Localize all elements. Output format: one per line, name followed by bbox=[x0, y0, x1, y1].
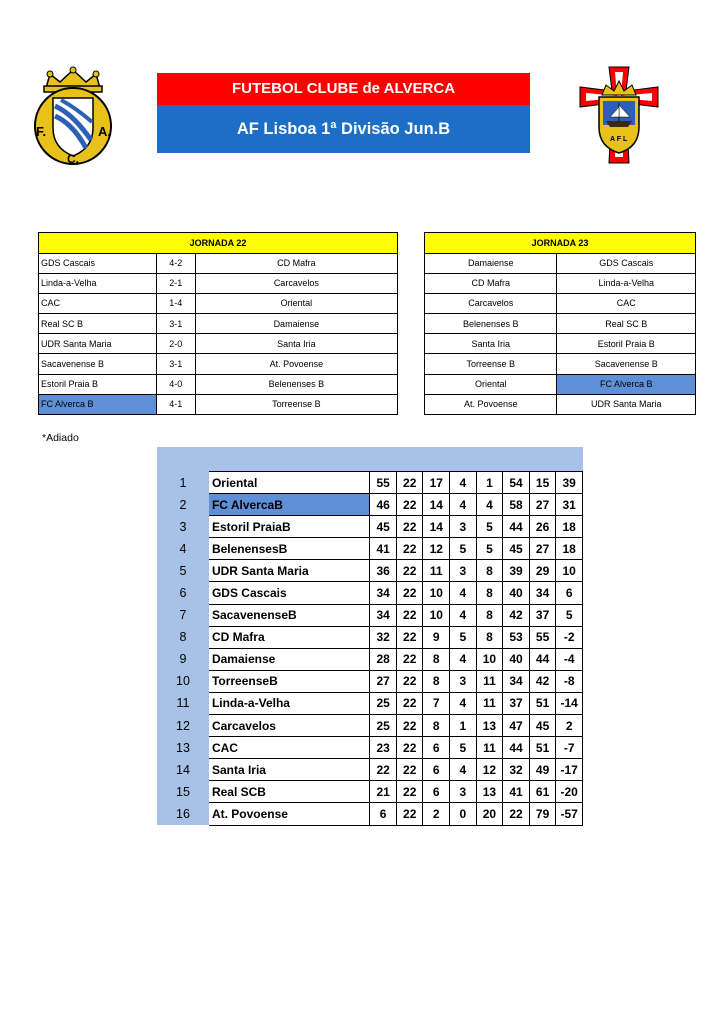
score: 4-0 bbox=[156, 374, 195, 394]
home-team: Torreense B bbox=[425, 354, 557, 374]
goals-for: 40 bbox=[503, 648, 530, 670]
away-team: Carcavelos bbox=[195, 273, 397, 293]
losses: 13 bbox=[476, 715, 503, 737]
table-row bbox=[157, 538, 583, 560]
goals-against: 44 bbox=[529, 648, 556, 670]
jornada-22-title: JORNADA 22 bbox=[39, 233, 398, 254]
goals-against: 61 bbox=[529, 781, 556, 803]
away-team: GDS Cascais bbox=[557, 253, 696, 273]
table-row bbox=[39, 293, 398, 313]
points: 34 bbox=[370, 604, 397, 626]
table-row bbox=[157, 516, 583, 538]
score: 3-1 bbox=[156, 314, 195, 334]
position: 4 bbox=[157, 538, 209, 560]
table-row bbox=[39, 394, 398, 414]
draws: 4 bbox=[450, 759, 477, 781]
wins: 6 bbox=[423, 781, 450, 803]
jornada-23-table bbox=[424, 232, 696, 415]
goal-difference: 18 bbox=[556, 538, 583, 560]
wins: 6 bbox=[423, 759, 450, 781]
wins: 10 bbox=[423, 604, 450, 626]
points: 25 bbox=[370, 692, 397, 714]
position: 12 bbox=[157, 715, 209, 737]
home-team: Linda-a-Velha bbox=[39, 273, 157, 293]
goals-against: 79 bbox=[529, 803, 556, 825]
goal-difference: 39 bbox=[556, 472, 583, 494]
goal-difference: -8 bbox=[556, 670, 583, 692]
home-team: Carcavelos bbox=[425, 293, 557, 313]
table-row bbox=[39, 354, 398, 374]
away-team: CAC bbox=[557, 293, 696, 313]
table-row bbox=[425, 354, 696, 374]
wins: 12 bbox=[423, 538, 450, 560]
losses: 11 bbox=[476, 670, 503, 692]
draws: 4 bbox=[450, 648, 477, 670]
goals-for: 42 bbox=[503, 604, 530, 626]
table-row bbox=[39, 253, 398, 273]
table-row bbox=[425, 374, 696, 394]
table-row bbox=[425, 273, 696, 293]
team-name: UDR Santa Maria bbox=[209, 560, 370, 582]
losses: 8 bbox=[476, 626, 503, 648]
goal-difference: 2 bbox=[556, 715, 583, 737]
away-team: CD Mafra bbox=[195, 253, 397, 273]
team-name: Santa Iria bbox=[209, 759, 370, 781]
table-row bbox=[39, 314, 398, 334]
goals-for: 39 bbox=[503, 560, 530, 582]
goal-difference: 5 bbox=[556, 604, 583, 626]
draws: 4 bbox=[450, 472, 477, 494]
draws: 5 bbox=[450, 737, 477, 759]
goal-difference: -14 bbox=[556, 692, 583, 714]
table-row bbox=[157, 781, 583, 803]
score: 4-1 bbox=[156, 394, 195, 414]
goals-against: 55 bbox=[529, 626, 556, 648]
losses: 8 bbox=[476, 560, 503, 582]
losses: 8 bbox=[476, 604, 503, 626]
team-name: Carcavelos bbox=[209, 715, 370, 737]
team-name: GDS Cascais bbox=[209, 582, 370, 604]
wins: 17 bbox=[423, 472, 450, 494]
goals-for: 54 bbox=[503, 472, 530, 494]
standings-header-band bbox=[157, 447, 583, 471]
table-row bbox=[425, 293, 696, 313]
losses: 20 bbox=[476, 803, 503, 825]
away-team: Santa Iria bbox=[195, 334, 397, 354]
away-team: Estoril Praia B bbox=[557, 334, 696, 354]
losses: 11 bbox=[476, 692, 503, 714]
losses: 12 bbox=[476, 759, 503, 781]
position: 16 bbox=[157, 803, 209, 825]
goals-for: 44 bbox=[503, 737, 530, 759]
played: 22 bbox=[396, 715, 423, 737]
goals-against: 45 bbox=[529, 715, 556, 737]
goal-difference: -2 bbox=[556, 626, 583, 648]
away-team: At. Povoense bbox=[195, 354, 397, 374]
goal-difference: -57 bbox=[556, 803, 583, 825]
postponed-note: *Adiado bbox=[42, 432, 79, 444]
table-row bbox=[157, 715, 583, 737]
position: 1 bbox=[157, 472, 209, 494]
goals-for: 45 bbox=[503, 538, 530, 560]
home-team: UDR Santa Maria bbox=[39, 334, 157, 354]
team-name: Linda-a-Velha bbox=[209, 692, 370, 714]
position: 10 bbox=[157, 670, 209, 692]
points: 45 bbox=[370, 516, 397, 538]
home-team: Estoril Praia B bbox=[39, 374, 157, 394]
played: 22 bbox=[396, 538, 423, 560]
table-row bbox=[157, 803, 583, 825]
wins: 14 bbox=[423, 516, 450, 538]
played: 22 bbox=[396, 516, 423, 538]
losses: 10 bbox=[476, 648, 503, 670]
goal-difference: -7 bbox=[556, 737, 583, 759]
table-row bbox=[157, 670, 583, 692]
draws: 4 bbox=[450, 582, 477, 604]
goals-against: 27 bbox=[529, 538, 556, 560]
points: 32 bbox=[370, 626, 397, 648]
losses: 5 bbox=[476, 538, 503, 560]
goals-against: 42 bbox=[529, 670, 556, 692]
losses: 4 bbox=[476, 494, 503, 516]
table-row bbox=[157, 604, 583, 626]
points: 23 bbox=[370, 737, 397, 759]
position: 2 bbox=[157, 494, 209, 516]
goal-difference: -4 bbox=[556, 648, 583, 670]
away-team: Real SC B bbox=[557, 314, 696, 334]
played: 22 bbox=[396, 737, 423, 759]
team-name: Real SCB bbox=[209, 781, 370, 803]
team-name: SacavenenseB bbox=[209, 604, 370, 626]
draws: 4 bbox=[450, 604, 477, 626]
home-team: Santa Iria bbox=[425, 334, 557, 354]
crest-letter-a: A. bbox=[98, 124, 111, 139]
draws: 5 bbox=[450, 538, 477, 560]
losses: 13 bbox=[476, 781, 503, 803]
goals-against: 29 bbox=[529, 560, 556, 582]
played: 22 bbox=[396, 648, 423, 670]
crest-afl-letters: A F L bbox=[610, 136, 628, 143]
wins: 8 bbox=[423, 670, 450, 692]
goals-against: 26 bbox=[529, 516, 556, 538]
goal-difference: -20 bbox=[556, 781, 583, 803]
team-name: Oriental bbox=[209, 472, 370, 494]
table-row bbox=[425, 334, 696, 354]
table-row bbox=[157, 560, 583, 582]
draws: 4 bbox=[450, 494, 477, 516]
wins: 8 bbox=[423, 715, 450, 737]
home-team-highlighted: FC Alverca B bbox=[39, 394, 157, 414]
played: 22 bbox=[396, 582, 423, 604]
team-name: BelenensesB bbox=[209, 538, 370, 560]
home-team: Damaiense bbox=[425, 253, 557, 273]
table-row bbox=[425, 314, 696, 334]
table-row bbox=[157, 759, 583, 781]
table-row bbox=[39, 334, 398, 354]
position: 8 bbox=[157, 626, 209, 648]
team-name: FC AlvercaB bbox=[209, 494, 370, 516]
played: 22 bbox=[396, 670, 423, 692]
goals-against: 15 bbox=[529, 472, 556, 494]
goals-for: 22 bbox=[503, 803, 530, 825]
draws: 4 bbox=[450, 692, 477, 714]
away-team-highlighted: FC Alverca B bbox=[557, 374, 696, 394]
team-name: TorreenseB bbox=[209, 670, 370, 692]
position: 5 bbox=[157, 560, 209, 582]
home-team: Real SC B bbox=[39, 314, 157, 334]
goals-for: 47 bbox=[503, 715, 530, 737]
draws: 5 bbox=[450, 626, 477, 648]
points: 55 bbox=[370, 472, 397, 494]
wins: 9 bbox=[423, 626, 450, 648]
wins: 8 bbox=[423, 648, 450, 670]
home-team: CAC bbox=[39, 293, 157, 313]
team-name: At. Povoense bbox=[209, 803, 370, 825]
away-team: Oriental bbox=[195, 293, 397, 313]
table-row bbox=[425, 394, 696, 414]
away-team: Torreense B bbox=[195, 394, 397, 414]
wins: 14 bbox=[423, 494, 450, 516]
points: 21 bbox=[370, 781, 397, 803]
wins: 6 bbox=[423, 737, 450, 759]
wins: 2 bbox=[423, 803, 450, 825]
points: 41 bbox=[370, 538, 397, 560]
draws: 3 bbox=[450, 670, 477, 692]
goals-against: 37 bbox=[529, 604, 556, 626]
points: 28 bbox=[370, 648, 397, 670]
played: 22 bbox=[396, 560, 423, 582]
position: 15 bbox=[157, 781, 209, 803]
position: 7 bbox=[157, 604, 209, 626]
table-row bbox=[157, 472, 583, 494]
points: 6 bbox=[370, 803, 397, 825]
score: 1-4 bbox=[156, 293, 195, 313]
away-team: Damaiense bbox=[195, 314, 397, 334]
points: 46 bbox=[370, 494, 397, 516]
draws: 1 bbox=[450, 715, 477, 737]
played: 22 bbox=[396, 803, 423, 825]
home-team: Belenenses B bbox=[425, 314, 557, 334]
table-row bbox=[157, 648, 583, 670]
team-name: CAC bbox=[209, 737, 370, 759]
away-team: Sacavenense B bbox=[557, 354, 696, 374]
home-team: Oriental bbox=[425, 374, 557, 394]
home-team: At. Povoense bbox=[425, 394, 557, 414]
goals-for: 32 bbox=[503, 759, 530, 781]
goal-difference: 10 bbox=[556, 560, 583, 582]
wins: 7 bbox=[423, 692, 450, 714]
position: 14 bbox=[157, 759, 209, 781]
goals-against: 51 bbox=[529, 737, 556, 759]
crest-letter-c: C. bbox=[67, 152, 79, 166]
jornada-22-table bbox=[38, 232, 398, 415]
table-row bbox=[425, 253, 696, 273]
losses: 5 bbox=[476, 516, 503, 538]
goals-for: 37 bbox=[503, 692, 530, 714]
losses: 1 bbox=[476, 472, 503, 494]
team-name: Estoril PraiaB bbox=[209, 516, 370, 538]
goal-difference: -17 bbox=[556, 759, 583, 781]
played: 22 bbox=[396, 626, 423, 648]
goals-for: 58 bbox=[503, 494, 530, 516]
table-row bbox=[39, 273, 398, 293]
home-team: GDS Cascais bbox=[39, 253, 157, 273]
losses: 11 bbox=[476, 737, 503, 759]
goals-for: 53 bbox=[503, 626, 530, 648]
goals-against: 34 bbox=[529, 582, 556, 604]
table-row bbox=[157, 626, 583, 648]
draws: 0 bbox=[450, 803, 477, 825]
points: 25 bbox=[370, 715, 397, 737]
goals-for: 34 bbox=[503, 670, 530, 692]
wins: 10 bbox=[423, 582, 450, 604]
wins: 11 bbox=[423, 560, 450, 582]
away-team: Belenenses B bbox=[195, 374, 397, 394]
played: 22 bbox=[396, 759, 423, 781]
losses: 8 bbox=[476, 582, 503, 604]
af-lisboa-crest-icon bbox=[576, 63, 662, 167]
points: 27 bbox=[370, 670, 397, 692]
goals-for: 41 bbox=[503, 781, 530, 803]
score: 2-1 bbox=[156, 273, 195, 293]
played: 22 bbox=[396, 604, 423, 626]
draws: 3 bbox=[450, 560, 477, 582]
table-row bbox=[157, 737, 583, 759]
points: 36 bbox=[370, 560, 397, 582]
goals-for: 44 bbox=[503, 516, 530, 538]
table-row bbox=[39, 374, 398, 394]
played: 22 bbox=[396, 692, 423, 714]
goals-against: 51 bbox=[529, 692, 556, 714]
club-title: FUTEBOL CLUBE de ALVERCA bbox=[157, 73, 530, 105]
table-row bbox=[157, 494, 583, 516]
score: 3-1 bbox=[156, 354, 195, 374]
fc-alverca-crest-icon bbox=[26, 62, 120, 166]
draws: 3 bbox=[450, 516, 477, 538]
position: 3 bbox=[157, 516, 209, 538]
score: 4-2 bbox=[156, 253, 195, 273]
away-team: UDR Santa Maria bbox=[557, 394, 696, 414]
standings-table bbox=[157, 471, 583, 826]
position: 13 bbox=[157, 737, 209, 759]
home-team: Sacavenense B bbox=[39, 354, 157, 374]
table-row bbox=[157, 692, 583, 714]
played: 22 bbox=[396, 472, 423, 494]
goal-difference: 18 bbox=[556, 516, 583, 538]
played: 22 bbox=[396, 494, 423, 516]
competition-title: AF Lisboa 1ª Divisão Jun.B bbox=[157, 105, 530, 153]
position: 11 bbox=[157, 692, 209, 714]
goals-against: 27 bbox=[529, 494, 556, 516]
position: 6 bbox=[157, 582, 209, 604]
table-row bbox=[157, 582, 583, 604]
team-name: Damaiense bbox=[209, 648, 370, 670]
crest-letter-f: F. bbox=[36, 124, 47, 139]
score: 2-0 bbox=[156, 334, 195, 354]
away-team: Linda-a-Velha bbox=[557, 273, 696, 293]
played: 22 bbox=[396, 781, 423, 803]
goal-difference: 6 bbox=[556, 582, 583, 604]
draws: 3 bbox=[450, 781, 477, 803]
home-team: CD Mafra bbox=[425, 273, 557, 293]
team-name: CD Mafra bbox=[209, 626, 370, 648]
goals-for: 40 bbox=[503, 582, 530, 604]
points: 34 bbox=[370, 582, 397, 604]
position: 9 bbox=[157, 648, 209, 670]
jornada-23-title: JORNADA 23 bbox=[425, 233, 696, 254]
points: 22 bbox=[370, 759, 397, 781]
goals-against: 49 bbox=[529, 759, 556, 781]
goal-difference: 31 bbox=[556, 494, 583, 516]
